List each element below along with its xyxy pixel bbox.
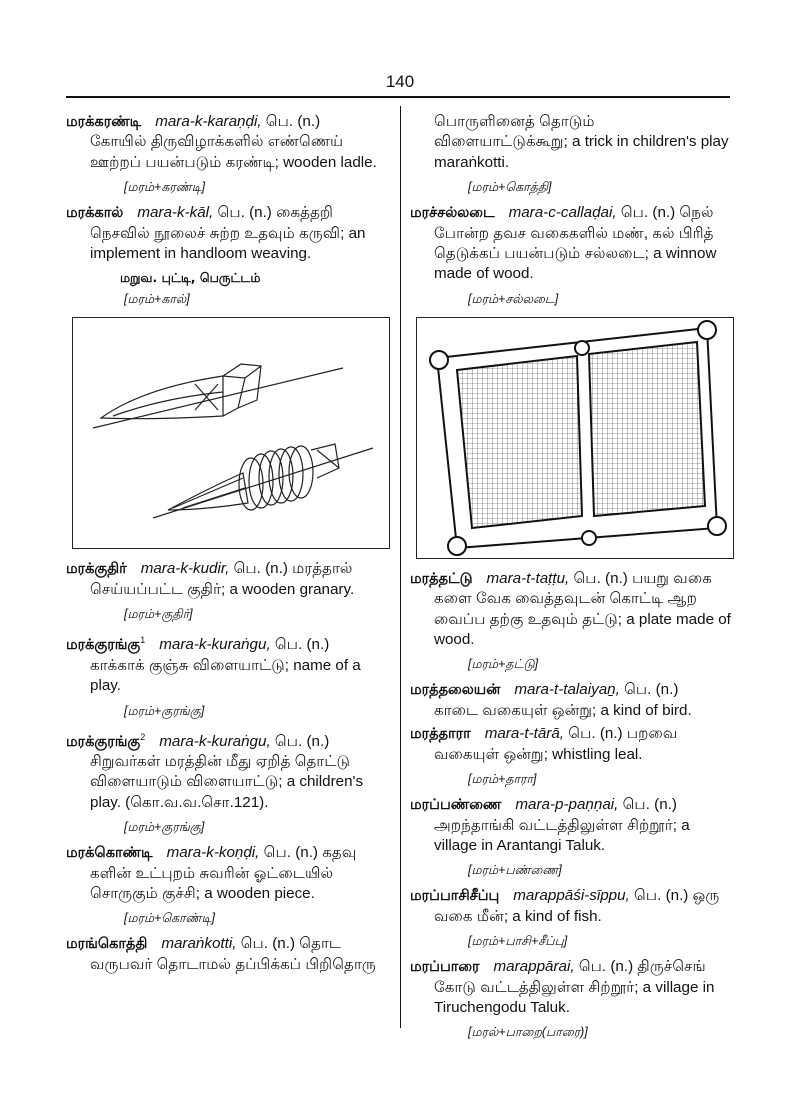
homonym-number: 1 — [140, 635, 146, 646]
shuttle-figure — [72, 317, 390, 549]
definition: காடை வகையுள் ஒன்று; a kind of bird. — [434, 701, 692, 719]
transliteration: mara-k-kāl, — [137, 204, 214, 222]
dictionary-entry — [66, 727, 388, 814]
part-of-speech: பெ. (n.) — [240, 935, 296, 953]
etymology: [மரம்+பாசி+சீப்பு] — [468, 934, 568, 949]
definition-continuation: பொருளினைத் தொடும் விளையாட்டுக்கூறு; a trick in children's play maraṅkotti. — [434, 113, 729, 171]
definition-start: பறவை — [626, 725, 678, 743]
part-of-speech: பெ. (n.) — [263, 844, 318, 862]
dictionary-entry — [410, 724, 732, 765]
headword: மரத்தட்டு — [410, 570, 473, 587]
handloom-shuttle-illustration-icon — [73, 318, 389, 548]
definition: வருபவர் தொடாமல் தப்பிக்கப் பிறிதொரு — [90, 955, 376, 973]
part-of-speech: பெ. (n.) — [217, 204, 272, 222]
definition-start: பயறு வகை — [632, 569, 712, 587]
dictionary-entry — [410, 795, 732, 856]
definition: வகையுள் ஒன்று; whistling leal. — [434, 745, 643, 763]
part-of-speech: பெ. (n.) — [634, 887, 689, 905]
winnow-figure — [416, 317, 734, 559]
dictionary-entry — [66, 630, 388, 696]
right-column — [410, 112, 732, 1048]
dictionary-entry — [66, 559, 388, 600]
etymology: [மரல்+பாறை(பாரை)] — [468, 1025, 588, 1040]
headword: மரக்குரங்கு — [66, 733, 141, 750]
headword: மரப்பாசிசீப்பு — [410, 888, 500, 905]
definition-start: மரத்தால் — [292, 560, 353, 578]
part-of-speech: பெ. (n.) — [233, 560, 288, 578]
etymology: [மரம்+குதிர்] — [124, 607, 193, 622]
dictionary-entry — [410, 886, 732, 927]
transliteration: marappāśi-sīppu, — [513, 887, 630, 905]
transliteration: mara-k-kuraṅgu, — [159, 732, 271, 750]
headword: மரக்கொண்டி — [66, 845, 153, 862]
headword: மரங்கொத்தி — [66, 936, 148, 953]
etymology: [மரம்+கரண்டி] — [124, 180, 206, 195]
homonym-number: 2 — [140, 731, 146, 742]
dictionary-entry — [66, 203, 388, 264]
definition: காக்காக் குஞ்சு விளையாட்டு; name of a play. — [90, 656, 361, 695]
headword: மரப்பண்ணை — [410, 797, 502, 814]
definition: போன்ற தவச வகைகளில் மண், கல் பிரித் தெடுக்கப் பயன்படும் சல்லடை; a winnow made of wood. — [434, 224, 717, 283]
part-of-speech: பெ. (n.) — [568, 725, 623, 743]
transliteration: mara-c-callaḍai, — [508, 204, 617, 222]
headword: மரப்பாரை — [410, 959, 480, 976]
definition: கோயில் திருவிழாக்களில் எண்ணெய் ஊற்றப் பயன்படும் கரண்டி; wooden ladle. — [90, 133, 377, 171]
definition: வகை மீன்; a kind of fish. — [434, 907, 602, 925]
definition: களின் உட்புறம் சுவரின் ஓட்டையில் சொருகும் குச்சி; a wooden piece. — [90, 864, 334, 903]
definition: அறந்தாங்கி வட்டத்திலுள்ள சிற்றூர்; a village in Arantangi Taluk. — [434, 816, 690, 854]
header-rule — [66, 96, 730, 98]
transliteration: mara-t-talaiyaṉ, — [514, 681, 620, 699]
transliteration: mara-k-koṇḍi, — [166, 844, 260, 862]
transliteration: mara-k-kudir, — [140, 560, 230, 578]
etymology: [மரம்+பண்ணை] — [468, 863, 562, 878]
transliteration: mara-k-kuraṅgu, — [159, 636, 271, 654]
etymology: [மரம்+குரங்கு] — [124, 703, 205, 718]
etymology: [மரம்+கொத்தி] — [468, 180, 552, 195]
transliteration: mara-p-paṇṇai, — [515, 796, 619, 814]
transliteration: mara-k-karaṇḍi, — [155, 113, 262, 130]
dictionary-entry — [410, 569, 732, 651]
transliteration: mara-t-tārā, — [484, 725, 565, 743]
definition: செய்யப்பட்ட குதிர்; a wooden granary. — [90, 580, 355, 598]
headword: மரக்குதிர் — [66, 561, 127, 578]
headword: மரக்கால் — [66, 205, 124, 222]
headword: மரத்தாரா — [410, 726, 471, 743]
transliteration: marappārai, — [493, 958, 575, 976]
part-of-speech: பெ. (n.) — [274, 732, 330, 750]
etymology: [மரம்+குரங்கு] — [124, 820, 205, 835]
dictionary-entry — [66, 934, 388, 975]
part-of-speech: பெ. (n.) — [265, 113, 321, 130]
definition-start: ஒரு — [692, 887, 720, 905]
definition: களை வேக வைத்தவுடன் கொட்டி ஆற வைப்ப தற்கு உதவும் தட்டு; a plate made of wood. — [434, 590, 731, 649]
dictionary-entry — [66, 843, 388, 904]
dictionary-entry — [66, 112, 388, 173]
etymology: [மரம்+தட்டு] — [468, 657, 539, 672]
part-of-speech: பெ. (n.) — [622, 796, 677, 814]
definition: கோடு வட்டத்திலுள்ள சிற்றூர்; a village in Tiruchengodu Taluk. — [434, 978, 715, 1016]
definition-start: கதவு — [322, 844, 357, 862]
headword: மரத்தலையன் — [410, 682, 501, 699]
definition-start: நெல் — [679, 204, 714, 222]
etymology: [மரம்+கொண்டி] — [124, 911, 215, 926]
dictionary-entry — [410, 203, 732, 285]
headword: மரக்குரங்கு — [66, 637, 141, 654]
definition-start: கைத்தறி — [276, 204, 334, 222]
page-number: 140 — [385, 72, 415, 91]
etymology: [மரம்+கால்] — [124, 292, 190, 307]
transliteration: mara-t-taṭṭu, — [486, 569, 570, 587]
dictionary-entry — [410, 680, 732, 721]
etymology: [மரம்+தாரா] — [468, 772, 537, 787]
part-of-speech: பெ. (n.) — [578, 958, 634, 976]
part-of-speech: பெ. (n.) — [624, 681, 679, 699]
headword: மரக்கரண்டி — [66, 114, 142, 130]
definition: நெசவில் நூலைச் சுற்ற உதவும் கருவி; an implement in handloom weaving. — [90, 224, 366, 263]
part-of-speech: பெ. (n.) — [274, 636, 330, 654]
etymology: [மரம்+சல்லடை] — [468, 291, 559, 306]
part-of-speech: பெ. (n.) — [620, 204, 676, 222]
synonyms: மறுவ. புட்டி, பெருட்டம் — [120, 270, 261, 286]
headword: மரச்சல்லடை — [410, 205, 495, 222]
left-column — [66, 112, 388, 978]
definition: சிறுவர்கள் மரத்தின் மீது ஏறித் தொட்டு விளையாடும் விளையாட்டு; a children's play. (கொ.வ.வ.சொ.121). — [90, 753, 364, 811]
column-divider — [400, 106, 401, 1028]
part-of-speech: பெ. (n.) — [573, 569, 628, 587]
transliteration: maraṅkotti, — [161, 935, 237, 953]
wooden-winnow-illustration-icon — [417, 318, 733, 558]
definition-start: தொட — [299, 935, 342, 953]
definition-start: திருச்செங் — [637, 958, 706, 976]
dictionary-entry — [410, 957, 732, 1018]
